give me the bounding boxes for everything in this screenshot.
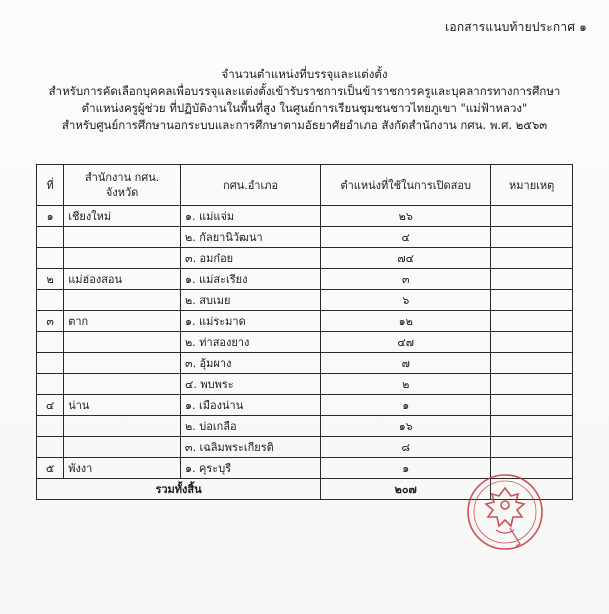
cell-district: ๓. อุ้มผาง [181,353,321,374]
table-row [37,332,573,353]
garuda-seal-icon [464,470,546,554]
cell-province [64,332,181,353]
document-reference: เอกสารแนบท้ายประกาศ ๑ [445,20,587,34]
cell-remark [491,395,573,416]
cell-remark [491,353,573,374]
header-province-line-1: สำนักงาน กศน. [84,171,160,184]
cell-positions: ๘ [321,437,491,458]
cell-district: ๒. สบเมย [181,290,321,311]
table-row [37,248,573,269]
cell-province [64,374,181,395]
cell-province [64,416,181,437]
heading-line-1: จำนวนตำแหน่งที่บรรจุและแต่งตั้ง [221,67,388,81]
cell-no [37,248,64,269]
cell-positions: ๒ [321,374,491,395]
heading-line-4: สำหรับศูนย์การศึกษานอกระบบและการศึกษาตามอัธยาศัยอำเภอ สังกัดสำนักงาน กศน. พ.ศ. ๒๕๖๓ [61,118,548,132]
cell-remark [491,248,573,269]
cell-remark [491,332,573,353]
cell-remark [491,311,573,332]
cell-no: ๔ [37,395,64,416]
cell-positions: ๒๖ [321,206,491,227]
cell-no: ๕ [37,458,64,479]
cell-province [64,248,181,269]
cell-positions: ๑ [321,395,491,416]
cell-no: ๓ [37,311,64,332]
cell-remark [491,290,573,311]
cell-district: ๑. แม่แจ่ม [181,206,321,227]
table-row [37,269,573,290]
header-no: ที่ [37,165,64,206]
header-province [64,165,181,206]
cell-no [37,353,64,374]
cell-district: ๑. คุระบุรี [181,458,321,479]
cell-province: น่าน [64,395,181,416]
cell-positions: ๓ [321,269,491,290]
cell-district: ๓. เฉลิมพระเกียรติ [181,437,321,458]
cell-province: ตาก [64,311,181,332]
positions-table [36,164,573,500]
cell-province [64,290,181,311]
header-province-line-2: จังหวัด [105,186,139,199]
cell-province [64,437,181,458]
table-row [37,290,573,311]
cell-province [64,227,181,248]
cell-no: ๒ [37,269,64,290]
cell-province: พังงา [64,458,181,479]
document-heading [30,66,579,134]
cell-no: ๑ [37,206,64,227]
table-row [37,353,573,374]
heading-line-3: ตำแหน่งครูผู้ช่วย ที่ปฏิบัติงานในพื้นที่สูง ในศูนย์การเรียนชุมชนชาวไทยภูเขา "แม่ฟ้าหลวง" [81,101,528,115]
cell-positions: ๖ [321,290,491,311]
table-row [37,206,573,227]
cell-province [64,353,181,374]
table-row [37,374,573,395]
cell-positions: ๔ [321,227,491,248]
cell-no [37,332,64,353]
cell-positions: ๑๖ [321,416,491,437]
cell-remark [491,206,573,227]
cell-province: เชียงใหม่ [64,206,181,227]
cell-positions: ๗๔ [321,248,491,269]
cell-district: ๓. อมก๋อย [181,248,321,269]
cell-no [37,416,64,437]
header-positions: ตำแหน่งที่ใช้ในการเปิดสอบ [321,165,491,206]
table-row [37,416,573,437]
cell-district: ๒. บ่อเกลือ [181,416,321,437]
heading-line-2: สำหรับการคัดเลือกบุคคลเพื่อบรรจุและแต่งตั้งเข้ารับราชการเป็นข้าราชการครูและบุคลากรทางการศึกษา [48,84,561,98]
cell-no [37,227,64,248]
cell-positions: ๔๗ [321,332,491,353]
header-district: กศน.อำเภอ [181,165,321,206]
cell-no [37,437,64,458]
table-row [37,311,573,332]
cell-district: ๑. แม่ระมาด [181,311,321,332]
total-label: รวมทั้งสิ้น [37,479,321,500]
cell-district: ๒. กัลยานิวัฒนา [181,227,321,248]
table-row [37,227,573,248]
cell-district: ๑. เมืองน่าน [181,395,321,416]
cell-positions: ๑ [321,458,491,479]
total-value: ๒๐๗ [321,479,491,500]
cell-remark [491,437,573,458]
cell-remark [491,227,573,248]
table-header-row [37,165,573,206]
cell-positions: ๑๒ [321,311,491,332]
cell-positions: ๗ [321,353,491,374]
cell-no [37,374,64,395]
table-row [37,395,573,416]
table-row [37,437,573,458]
cell-no [37,290,64,311]
cell-district: ๔. พบพระ [181,374,321,395]
cell-province: แม่ฮ่องสอน [64,269,181,290]
cell-remark [491,416,573,437]
header-remark: หมายเหตุ [491,165,573,206]
cell-remark [491,269,573,290]
cell-district: ๑. แม่สะเรียง [181,269,321,290]
cell-remark [491,374,573,395]
cell-district: ๒. ท่าสองยาง [181,332,321,353]
